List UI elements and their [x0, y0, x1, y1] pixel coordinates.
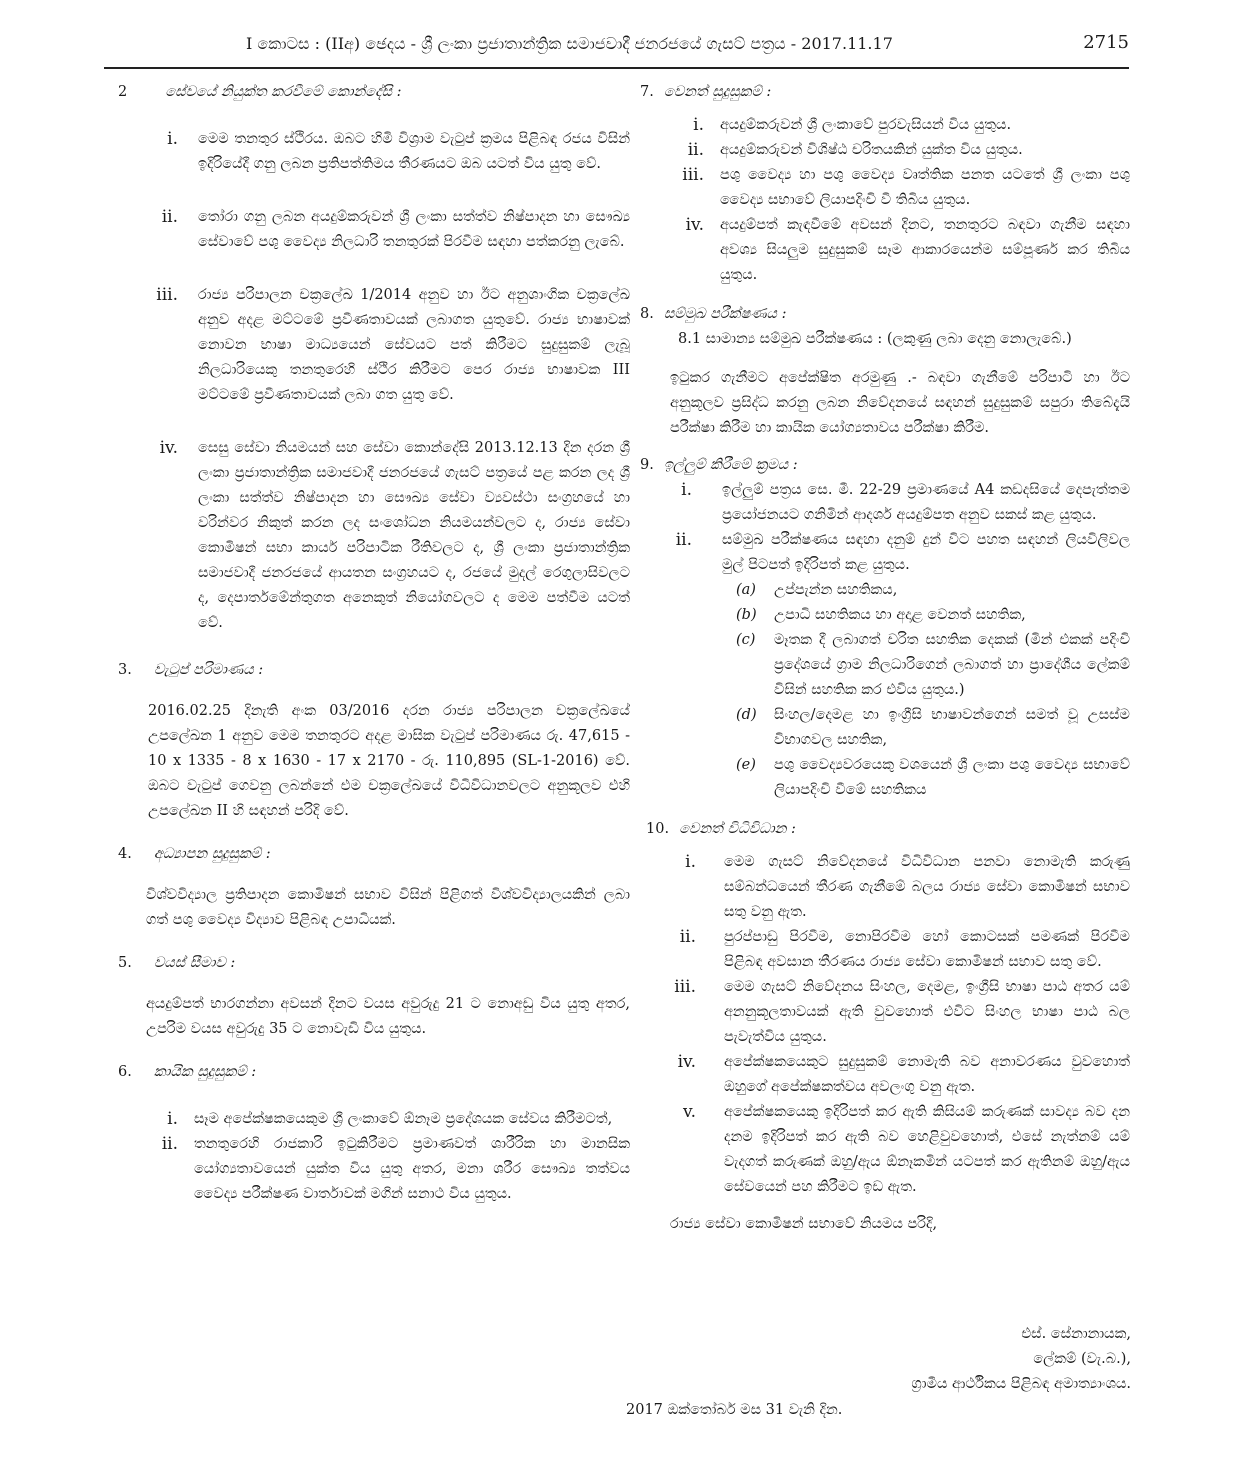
list-item	[736, 753, 1130, 803]
section-7-heading	[640, 80, 1130, 105]
section-4	[118, 842, 630, 933]
item-text: උපාධි සහතිකය හා අදාළ වෙනත් සහතික,	[774, 607, 1026, 623]
item-number: i.	[167, 129, 178, 149]
item-number: iv.	[685, 215, 704, 235]
section-title: සම්මුඛ පරීක්ෂණය :	[663, 306, 787, 322]
item-number: ii.	[161, 1134, 178, 1154]
list-item	[640, 113, 1130, 138]
section-2	[118, 80, 630, 636]
list-item	[640, 975, 1130, 1050]
item-text: මෙම තනතුර ස්ථිරය. ඔබට හිමි විශ්‍රාම වැටුප් ක්‍රමය පිළිබඳ රජය විසින් ඉදිරියේදී ගනු ලබන ප්‍රතිපත්තිමය තීරණයට ඔබ යටත් විය යුතු වේ.	[198, 131, 630, 172]
section-title: අධ්‍යාපන සුදුසුකම් :	[153, 846, 271, 862]
section-title: ඉල්ලුම් කිරීමේ ක්‍රමය :	[663, 457, 798, 473]
list-item	[640, 1100, 1130, 1200]
section-7	[640, 80, 1130, 288]
subsection-8-1: 8.1 සාමාන්‍ය සම්මුඛ පරීක්ෂණය : (ලකුණු ලබා දෙනු නොලැබේ.)	[678, 331, 1072, 347]
section-number: 6.	[118, 1064, 132, 1080]
section-number: 2	[118, 84, 128, 100]
section-number: 5.	[118, 955, 132, 971]
list-item	[640, 1050, 1130, 1100]
section-title: වයස් සීමාව :	[153, 955, 236, 971]
item-label: (e)	[736, 757, 756, 773]
section-title: කායික සුදුසුකම් :	[153, 1064, 257, 1080]
item-number: i.	[685, 852, 696, 872]
item-number: iii.	[674, 977, 696, 997]
section-9-heading	[640, 453, 1130, 478]
section-6	[118, 1060, 630, 1207]
item-text: පුරප්පාඩු පිරවීම, නොපිරවීම හෝ කොටසක් පමණක් පිරවීම පිළිබඳ අවසාන තීරණය රාජ්‍ය සේවා කොමිෂන් සභාව සතු වේ.	[724, 929, 1130, 970]
item-number: iii.	[682, 165, 704, 185]
item-number: ii.	[679, 927, 696, 947]
list-item	[640, 925, 1130, 975]
page-number: 2715	[1083, 32, 1129, 53]
section-6-heading	[118, 1060, 630, 1085]
section-title: වෙනත් සුදුසුකම් :	[663, 84, 772, 100]
section-10-heading	[646, 817, 1130, 842]
list-item	[640, 528, 1130, 578]
list-item	[118, 436, 630, 636]
header-rule	[104, 67, 1129, 69]
item-text: පශු වෛද්‍යවරයෙකු වශයෙන් ශ්‍රී ලංකා පශු වෛද්‍ය සභාවේ ලියාපදිංචි වීමේ සහතිකය	[774, 757, 1130, 798]
section-8-heading	[640, 302, 1130, 327]
item-text: සිංහල/දෙමළ හා ඉංග්‍රීසි භාෂාවන්ගෙන් සමත් වූ උසස්ම විභාගවල සහතික,	[774, 707, 1130, 748]
item-number: i.	[693, 115, 704, 135]
gazette-header	[104, 30, 1129, 70]
left-column	[118, 80, 630, 1207]
item-text: අපේක්ෂකයෙකු ඉදිරිපත් කර ඇති කිසියම් කරුණක් සාවද්‍ය බව දන දනම ඉදිරිපත් කර ඇති බව හෙළිවුවහොත්, එසේ නැත්නම් යම් වැදගත් කරුණක් ඔහු/ඇය ඕනෑකමින් යටපත් කර ඇතිනම් ඔහු/ඇය සේවයෙන් පහ කිරීමට ඉඩ ඇත.	[724, 1104, 1130, 1195]
section-5	[118, 951, 630, 1042]
item-label: (b)	[736, 607, 757, 623]
item-text: අයදුම්කරුවන් ශ්‍රී ලංකාවේ පුරවැසියන් විය යුතුය.	[720, 117, 1012, 133]
section-8	[640, 302, 1130, 441]
section-9	[640, 453, 1130, 803]
section-text: විශ්වවිද්‍යාල ප්‍රතිපාදන කොමිෂන් සභාව විසින් පිළිගත් විශ්වවිද්‍යාලයකින් ලබා ගත් පශු වෛද්‍ය විද්‍යාව පිළිබඳ උපාධියක්.	[146, 887, 630, 928]
section-number: 7.	[640, 84, 654, 100]
item-number: i.	[681, 480, 692, 500]
list-item	[118, 1107, 630, 1132]
signatory-role: ලේකම් (වැ.බ.),	[1033, 1351, 1131, 1367]
section-10	[640, 817, 1130, 1237]
section-title: වැටුප් පරිමාණය :	[153, 662, 264, 678]
section-text: අයදුම්පත් භාරගන්නා අවසන් දිනට වයස අවුරුදු 21 ට නොඅඩු විය යුතු අතර, උපරිම වයස අවුරුදු 35 ට නොවැඩි විය යුතුය.	[146, 996, 630, 1037]
item-number: v.	[683, 1102, 696, 1122]
item-text: රාජ්‍ය පරිපාලන චක්‍රලේඛ 1/2014 අනුව හා ඊට අනුශාංගික චක්‍රලේඛ අනුව අදළ මට්ටමේ ප්‍රවීණතාවයක් ලබාගත යුතුවේ. රාජ්‍ය භාෂාවක් නොවන භාෂා මාධ්‍යයෙන් සේවයට පත් කිරීමට සුදුසුකම් ලැබූ නිලධාරියෙකු තනතුරෙහි ස්ථිර කිරීමට පෙර රාජ්‍ය භාෂාවක III මට්ටමේ ප්‍රවීණතාවයක් ලබා ගත යුතු වේ.	[198, 287, 630, 403]
item-text: අයදුම්කරුවන් විශිෂ්ඨ චරිතයකින් යුක්ත විය යුතුය.	[720, 142, 1023, 158]
list-item	[736, 703, 1130, 753]
section-number: 8.	[640, 306, 654, 322]
item-text: තෝරා ගනු ලබන අයදුම්කරුවන් ශ්‍රී ලංකා සත්ත්ව නිෂ්පාදන හා සෞඛ්‍ය සේවාවේ පශු වෛද්‍ය නිලධාරි තනතුරක් පිරවීම සඳහා පත්කරනු ලැබේ.	[198, 209, 630, 250]
item-number: ii.	[675, 530, 692, 550]
section-number: 3.	[118, 662, 132, 678]
signatory-ministry: ග්‍රාමීය ආර්ථිකය පිළිබඳ අමාත්‍යාංශය.	[911, 1376, 1131, 1392]
list-item	[640, 163, 1130, 213]
list-item	[118, 1132, 630, 1207]
item-label: (a)	[736, 582, 756, 598]
gazette-title: I කොටස : (IIඅ) ඡෙදය - ශ්‍රී ලංකා ප්‍රජාතාන්ත්‍රික සමාජවාදී ජනරජයේ ගැසට් පත්‍රය - 2017.11.17	[246, 34, 893, 53]
section-number: 4.	[118, 846, 132, 862]
list-item	[640, 478, 1130, 528]
section-title: සේවයේ නියුක්ත කරවීමේ කොන්දේසි :	[165, 84, 402, 100]
section-title: වෙනත් විධිවිධාන :	[679, 821, 796, 837]
item-text: පශු වෛද්‍ය හා පශු වෛද්‍ය වෘත්තික පනත යටතේ ශ්‍රී ලංකා පශු වෛද්‍ය සභාවේ ලියාපදිංචි වී තිබිය යුතුය.	[720, 167, 1130, 208]
list-item	[640, 213, 1130, 288]
document-list	[736, 578, 1130, 803]
item-label: (c)	[736, 632, 756, 648]
section-3	[118, 658, 630, 824]
item-text: අපේක්ෂකයෙකුට සුදුසුකම් නොමැති බව අනාවරණය වුවහොත් ඔහුගේ අපේක්ෂකත්වය අවලංගු වනු ඇත.	[724, 1054, 1130, 1095]
item-text: සෙසු සේවා නියමයන් සහ සේවා කොන්දේසි 2013.12.13 දින දරන ශ්‍රී ලංකා ප්‍රජාතාන්ත්‍රික සමාජවාදී ජනරජයේ ගැසට් පත්‍රයේ පළ කරන ලද ශ්‍රී ලංකා සත්ත්ව නිෂ්පාදන හා සෞඛ්‍ය සේවා ව්‍යවස්ථා සංග්‍රහයේ හා වරින්වර නිකුත් කරන ලද සංශෝධන නියමයන්වලට ද, රාජ්‍ය සේවා කොමිෂන් සභා කාර්ය පරිපාටික රීතිවලට ද, ශ්‍රී ලංකා ප්‍රජාතාන්ත්‍රික සමාජවාදී ජනරජයේ ආයතන සංග්‍රහයට ද, රජයේ මුදල් රෙගුලාසිවලට ද, දෙපාර්තමේන්තුගත අනෙකුත් නියෝගවලට ද මෙම පත්වීම යටත් වේ.	[198, 440, 630, 631]
section-text: 2016.02.25 දිනැති අංක 03/2016 දරන රාජ්‍ය පරිපාලන චක්‍රලේඛයේ උපලේඛන 1 අනුව මෙම තනතුරට අදළ මාසික වැටුප් පරිමාණය රු. 47,615 - 10 x 1335 - 8 x 1630 - 17 x 2170 - රු. 110,895 (SL-1-2016) වේ. ඔබට වැටුප් ගෙවනු ලබන්නේ එම චක්‍රලේඛයේ විධිවිධානවලට අනුකූලව එහි උපලේඛන II හි සඳහන් පරිදි වේ.	[148, 703, 630, 819]
item-number: iv.	[159, 438, 178, 458]
section-number: 10.	[646, 821, 670, 837]
item-text: තනතුරෙහි රාජකාරි ඉටුකිරීමට ප්‍රමාණවත් ශාරීරික හා මානසික යෝග්‍යතාවයෙන් යුක්ත විය යුතු අතර, මනා ශරීර සෞඛ්‍ය තත්වය වෛද්‍ය පරීක්ෂණ වාර්තාවක් මගින් සනාථ විය යුතුය.	[194, 1136, 630, 1202]
list-item	[640, 850, 1130, 925]
list-item	[736, 603, 1130, 628]
section-3-heading	[118, 658, 630, 683]
list-item	[118, 205, 630, 255]
item-text: ඉල්ලුම් පත්‍රය සෙ. මී. 22-29 ප්‍රමාණයේ A4 කඩදසියේ දෙපැත්තම ප්‍රයෝජනයට ගනිමින් ආදර්ශ අයදුම්පත අනුව සකස් කළ යුතුය.	[722, 482, 1130, 523]
item-text: මෑතක දී ලබාගත් චරිත සහතික දෙකක් (මින් එකක් පදිංචි ප්‍රදේශයේ ග්‍රාම නිලධාරිගෙන් ලබාගත් හා ප්‍රාදේශීය ලේකම් විසින් සහතික කර එවිය යුතුය.)	[774, 632, 1130, 698]
item-number: i.	[167, 1109, 178, 1129]
issue-date: 2017 ඔක්තෝබර් මස 31 වැනි දින.	[626, 1402, 843, 1418]
item-label: (d)	[736, 707, 757, 723]
item-text: අයදුම්පත් කැඳවීමේ අවසන් දිනට, තනතුරට බඳවා ගැනීම සඳහා අවශ්‍ය සියලුම සුදුසුකම් සෑම ආකාරයෙන්ම සම්පූර්ණ කර තිබිය යුතුය.	[720, 217, 1130, 283]
item-number: iii.	[156, 285, 178, 305]
section-2-heading	[118, 80, 630, 105]
signatory-name: එස්. සේනානායක,	[1021, 1326, 1131, 1342]
list-item	[736, 578, 1130, 603]
item-number: iv.	[677, 1052, 696, 1072]
item-number: ii.	[687, 140, 704, 160]
list-item	[118, 127, 630, 177]
section-5-heading	[118, 951, 630, 976]
list-item	[640, 138, 1130, 163]
section-4-heading	[118, 842, 630, 867]
item-text: උප්පැන්න සහතිකය,	[774, 582, 898, 598]
item-text: සෑම අපේක්ෂකයෙකුම ශ්‍රී ලංකාවේ ඕනෑම ප්‍රදේශයක සේවය කිරීමටත්,	[194, 1111, 613, 1127]
section-number: 9.	[640, 457, 654, 473]
item-text: මෙම ගැසට් නිවේදනය සිංහල, දෙමළ, ඉංග්‍රීසි භාෂා පාඨ අතර යම් අනනුකූලතාවයක් ඇති වුවහොත් එවිට සිංහල භාෂා පාඨ බල පැවැත්විය යුතුය.	[724, 979, 1130, 1045]
item-number: ii.	[161, 207, 178, 227]
closing-line: රාජ්‍ය සේවා කොමිෂන් සභාවේ නියමය පරිදි,	[670, 1216, 938, 1232]
signature-block	[911, 1322, 1131, 1397]
right-column	[640, 80, 1130, 1237]
item-text: සම්මුඛ පරීක්ෂණය සඳහා දනුම් දුන් විට පහත සඳහන් ලියවිලිවල මුල් පිටපත් ඉදිරිපත් කළ යුතුය.	[722, 532, 1130, 573]
list-item	[736, 628, 1130, 703]
item-text: මෙම ගැසට් නිවේදනයේ විධිවිධාන පනවා නොමැති කරුණු සම්බන්ධයෙන් තීරණ ගැනීමේ බලය රාජ්‍ය සේවා කොමිෂන් සභාව සතු වනු ඇත.	[724, 854, 1130, 920]
list-item	[118, 283, 630, 408]
section-text: ඉටුකර ගැනීමට අපේක්ෂිත අරමුණු .- බඳවා ගැනීමේ පරිපාටි හා ඊට අනුකූලව ප්‍රසිද්ධ කරනු ලබන නිවේදනයේ සඳහන් සුදුසුකම් සපුරා තිබේදැයි පරීක්ෂා කිරීම හා කායික යෝග්‍යතාවය පරීක්ෂා කිරීම.	[670, 370, 1130, 436]
